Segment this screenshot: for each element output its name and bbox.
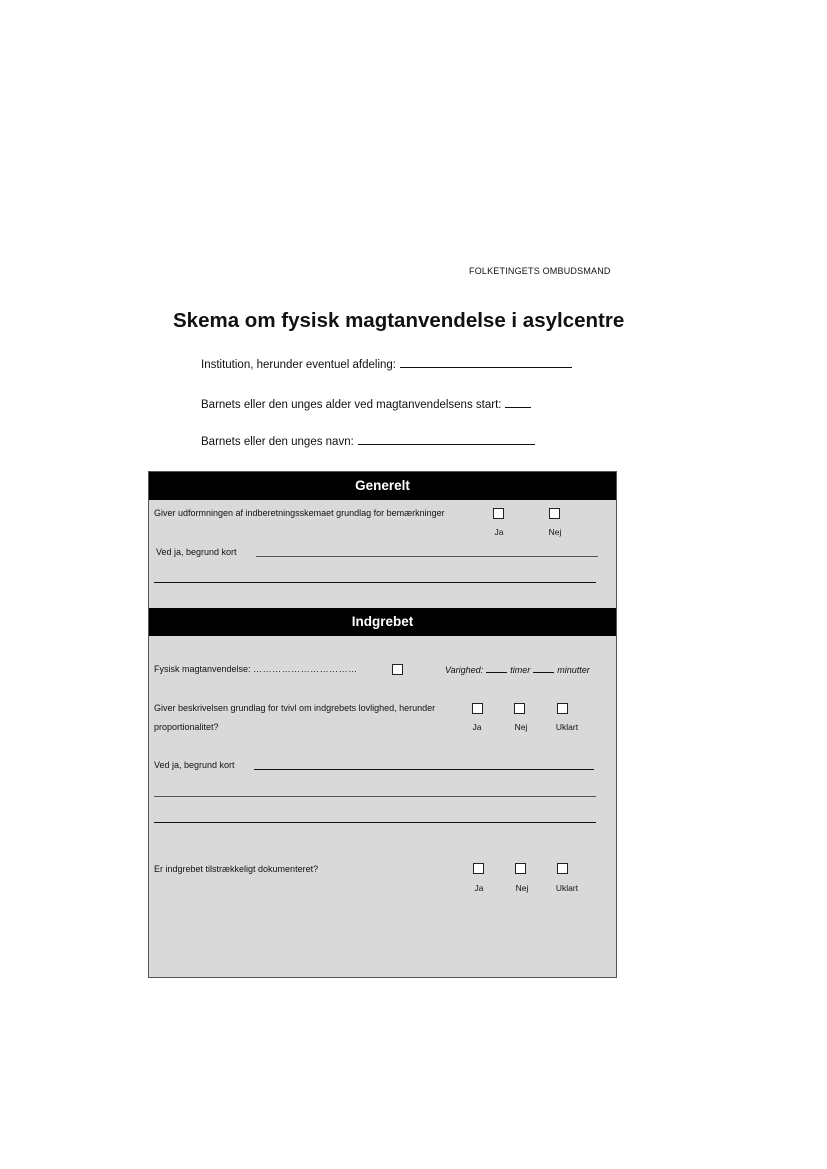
generelt-reason-line-2[interactable] xyxy=(154,582,596,583)
indgrebet-reason-line-3[interactable] xyxy=(154,822,596,823)
fysisk-checkbox[interactable] xyxy=(392,664,403,675)
generelt-reason-label: Ved ja, begrund kort xyxy=(156,547,237,557)
generelt-reason-line-1[interactable] xyxy=(256,556,598,557)
fysisk-label: Fysisk magtanvendelse: xyxy=(154,664,251,674)
institution-input-line[interactable] xyxy=(400,357,572,368)
generelt-ja-checkbox[interactable] xyxy=(493,508,504,519)
generelt-ja-label: Ja xyxy=(494,527,504,537)
q3-question: Er indgrebet tilstrækkeligt dokumenteret? xyxy=(154,864,319,874)
generelt-question: Giver udformningen af indberetningsskemaet grundlag for bemærkninger xyxy=(154,508,445,518)
indgrebet-reason-line-1[interactable] xyxy=(254,769,594,770)
section-header-indgrebet: Indgrebet xyxy=(149,608,616,636)
q3-nej-checkbox[interactable] xyxy=(515,863,526,874)
q3-ja-checkbox[interactable] xyxy=(473,863,484,874)
q2-nej-checkbox[interactable] xyxy=(514,703,525,714)
timer-label: timer xyxy=(510,665,531,675)
fysisk-dots: …………………………… xyxy=(253,664,358,674)
q3-uklart-label: Uklart xyxy=(555,883,579,893)
q2-line-1: Giver beskrivelsen grundlag for tvivl om indgrebets lovlighed, herunder xyxy=(154,703,436,713)
institution-label: Institution, herunder eventuel afdeling: xyxy=(201,359,396,371)
name-label: Barnets eller den unges navn: xyxy=(201,436,354,448)
fysisk-row xyxy=(154,664,358,674)
indgrebet-reason-label: Ved ja, begrund kort xyxy=(154,760,235,770)
minutter-input-line[interactable] xyxy=(533,664,554,673)
q2-line-2: proportionalitet? xyxy=(154,722,219,732)
page-title: Skema om fysisk magtanvendelse i asylcentre xyxy=(173,309,625,332)
q2-uklart-label: Uklart xyxy=(555,722,579,732)
generelt-nej-label: Nej xyxy=(548,527,562,537)
q2-ja-label: Ja xyxy=(472,722,482,732)
institution-field xyxy=(201,357,572,371)
duration-label: Varighed: xyxy=(445,665,484,675)
q2-uklart-checkbox[interactable] xyxy=(557,703,568,714)
form-box xyxy=(148,471,617,978)
age-label: Barnets eller den unges alder ved magtanvendelsens start: xyxy=(201,399,502,411)
q3-nej-label: Nej xyxy=(515,883,529,893)
timer-input-line[interactable] xyxy=(486,664,507,673)
organization-header: FOLKETINGETS OMBUDSMAND xyxy=(469,266,611,276)
q2-ja-checkbox[interactable] xyxy=(472,703,483,714)
age-field xyxy=(201,397,531,411)
section-header-generelt: Generelt xyxy=(149,472,616,500)
duration-row xyxy=(445,664,590,675)
q3-ja-label: Ja xyxy=(474,883,484,893)
generelt-nej-checkbox[interactable] xyxy=(549,508,560,519)
indgrebet-reason-line-2[interactable] xyxy=(154,796,596,797)
minutter-label: minutter xyxy=(557,665,590,675)
q2-nej-label: Nej xyxy=(514,722,528,732)
name-input-line[interactable] xyxy=(358,434,535,445)
name-field xyxy=(201,434,535,448)
q3-uklart-checkbox[interactable] xyxy=(557,863,568,874)
age-input-line[interactable] xyxy=(505,397,531,408)
